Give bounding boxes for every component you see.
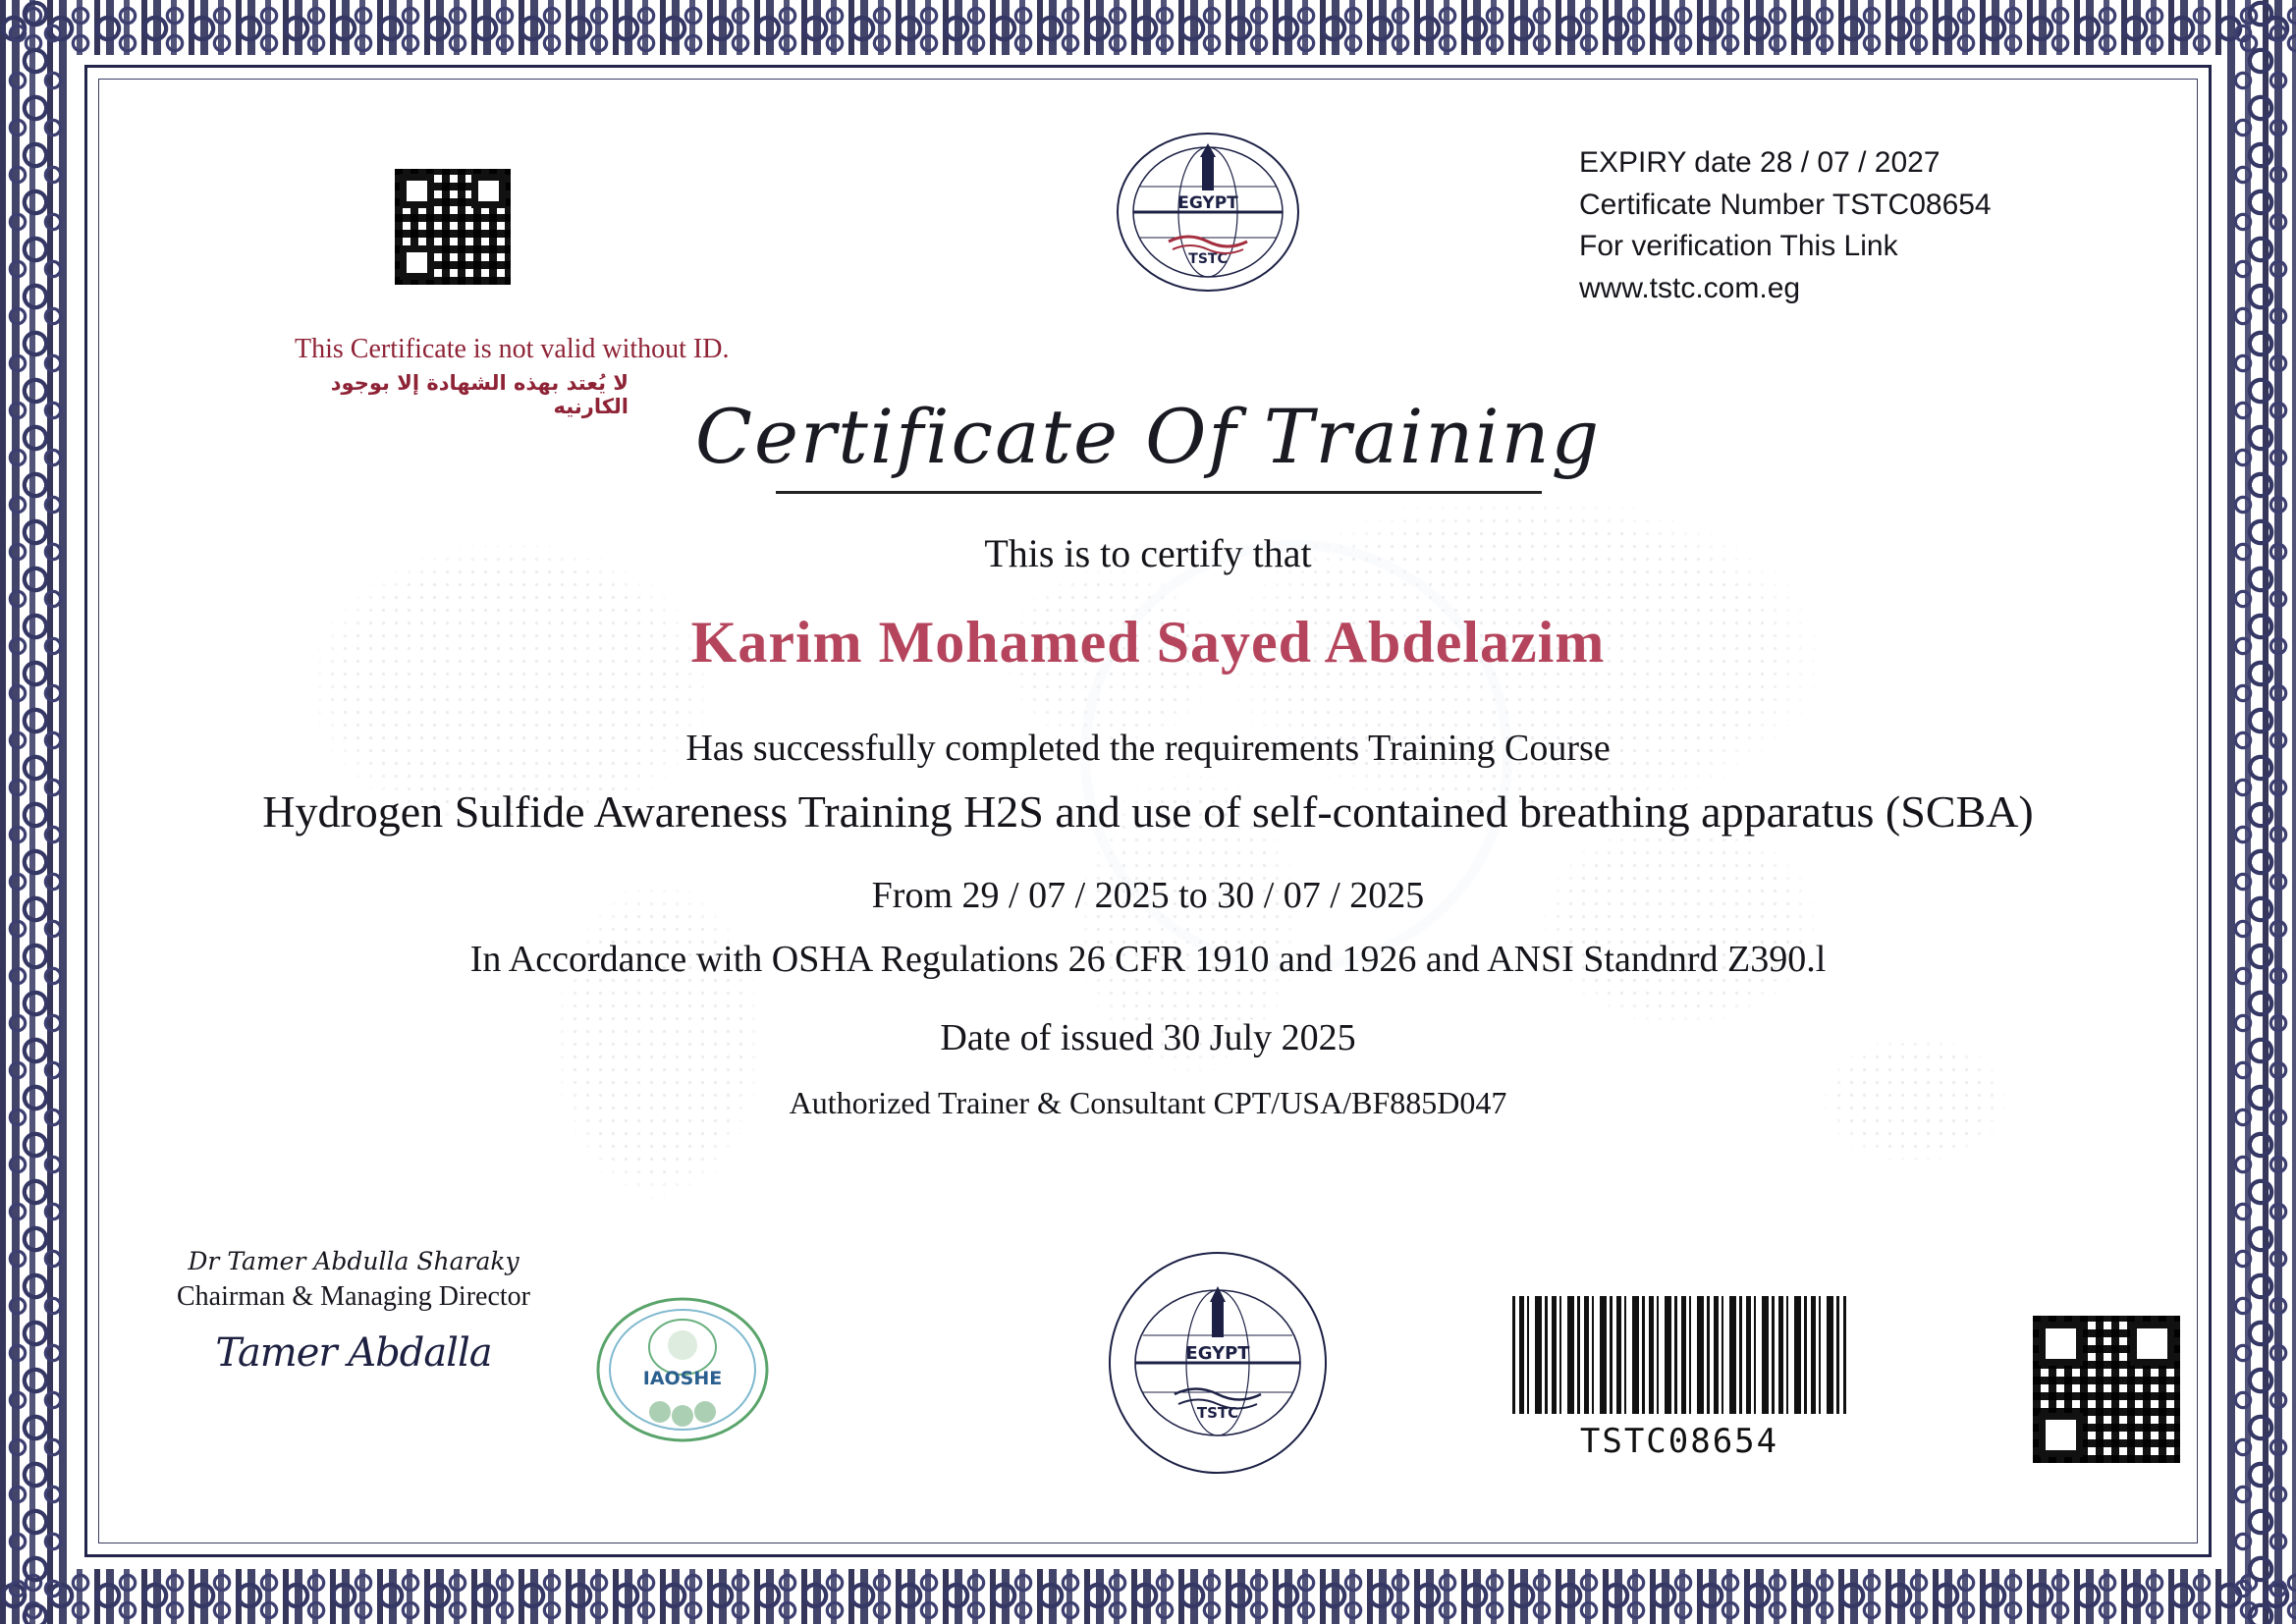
- id-notice-arabic: لا يُعتد بهذه الشهادة إلا بوجود الكارنيه: [330, 371, 629, 418]
- authorized-trainer: Authorized Trainer & Consultant CPT/USA/BF885D047: [789, 1085, 1507, 1120]
- completion-line: Has successfully completed the requirements Training Course: [685, 728, 1611, 769]
- barcode: [1512, 1296, 1846, 1414]
- id-notice-english: This Certificate is not valid without ID.: [295, 334, 730, 364]
- title-underline: [776, 491, 1542, 494]
- issue-date: Date of issued 30 July 2025: [940, 1017, 1356, 1058]
- qr-finder-icon: [2039, 1413, 2083, 1457]
- accordance-line: In Accordance with OSHA Regulations 26 CFR 1910 and 1926 and ANSI Standnrd Z390.l: [469, 939, 1827, 980]
- iaoshe-stamp-icon: [589, 1286, 776, 1453]
- svg-text:IAOSHE: IAOSHE: [642, 1368, 723, 1389]
- tstc-logo-footer-icon: [1090, 1245, 1345, 1481]
- svg-text:EGYPT: EGYPT: [1177, 193, 1238, 213]
- qr-code-icon[interactable]: [395, 169, 511, 285]
- signatory-name: Dr Tamer Abdulla Sharaky: [188, 1247, 519, 1275]
- verification-url[interactable]: www.tstc.com.eg: [1579, 271, 1801, 304]
- tstc-logo-icon: [1070, 126, 1345, 298]
- signatory-role: Chairman & Managing Director: [176, 1281, 530, 1312]
- verification-label: For verification This Link: [1579, 230, 1898, 263]
- svg-text:EGYPT: EGYPT: [1185, 1343, 1250, 1364]
- qr-code-icon-footer[interactable]: [2033, 1316, 2180, 1463]
- course-name: Hydrogen Sulfide Awareness Training H2S and use of self-contained breathing apparatus (SCBA): [262, 786, 2034, 837]
- signature-block: [157, 1247, 550, 1376]
- svg-text:TSTC: TSTC: [1196, 1404, 1239, 1422]
- certify-line: This is to certify that: [984, 531, 1312, 575]
- expiry-date: EXPIRY date 28 / 07 / 2027: [1579, 146, 1941, 179]
- border-scroll-bottom: [0, 1567, 2296, 1624]
- qr-finder-icon: [400, 245, 434, 280]
- page-title: Certificate Of Training: [694, 393, 1602, 480]
- signature-script: Tamer Abdalla: [215, 1330, 492, 1376]
- border-scroll-top: [0, 0, 2296, 57]
- recipient-name: Karim Mohamed Sayed Abdelazim: [690, 610, 1606, 675]
- svg-text:TSTC: TSTC: [1188, 251, 1228, 267]
- certificate-number: Certificate Number TSTC08654: [1579, 188, 1992, 221]
- certificate-meta: [1579, 142, 1992, 309]
- barcode-value: TSTC08654: [1579, 1422, 1779, 1461]
- training-dates: From 29 / 07 / 2025 to 30 / 07 / 2025: [871, 875, 1425, 916]
